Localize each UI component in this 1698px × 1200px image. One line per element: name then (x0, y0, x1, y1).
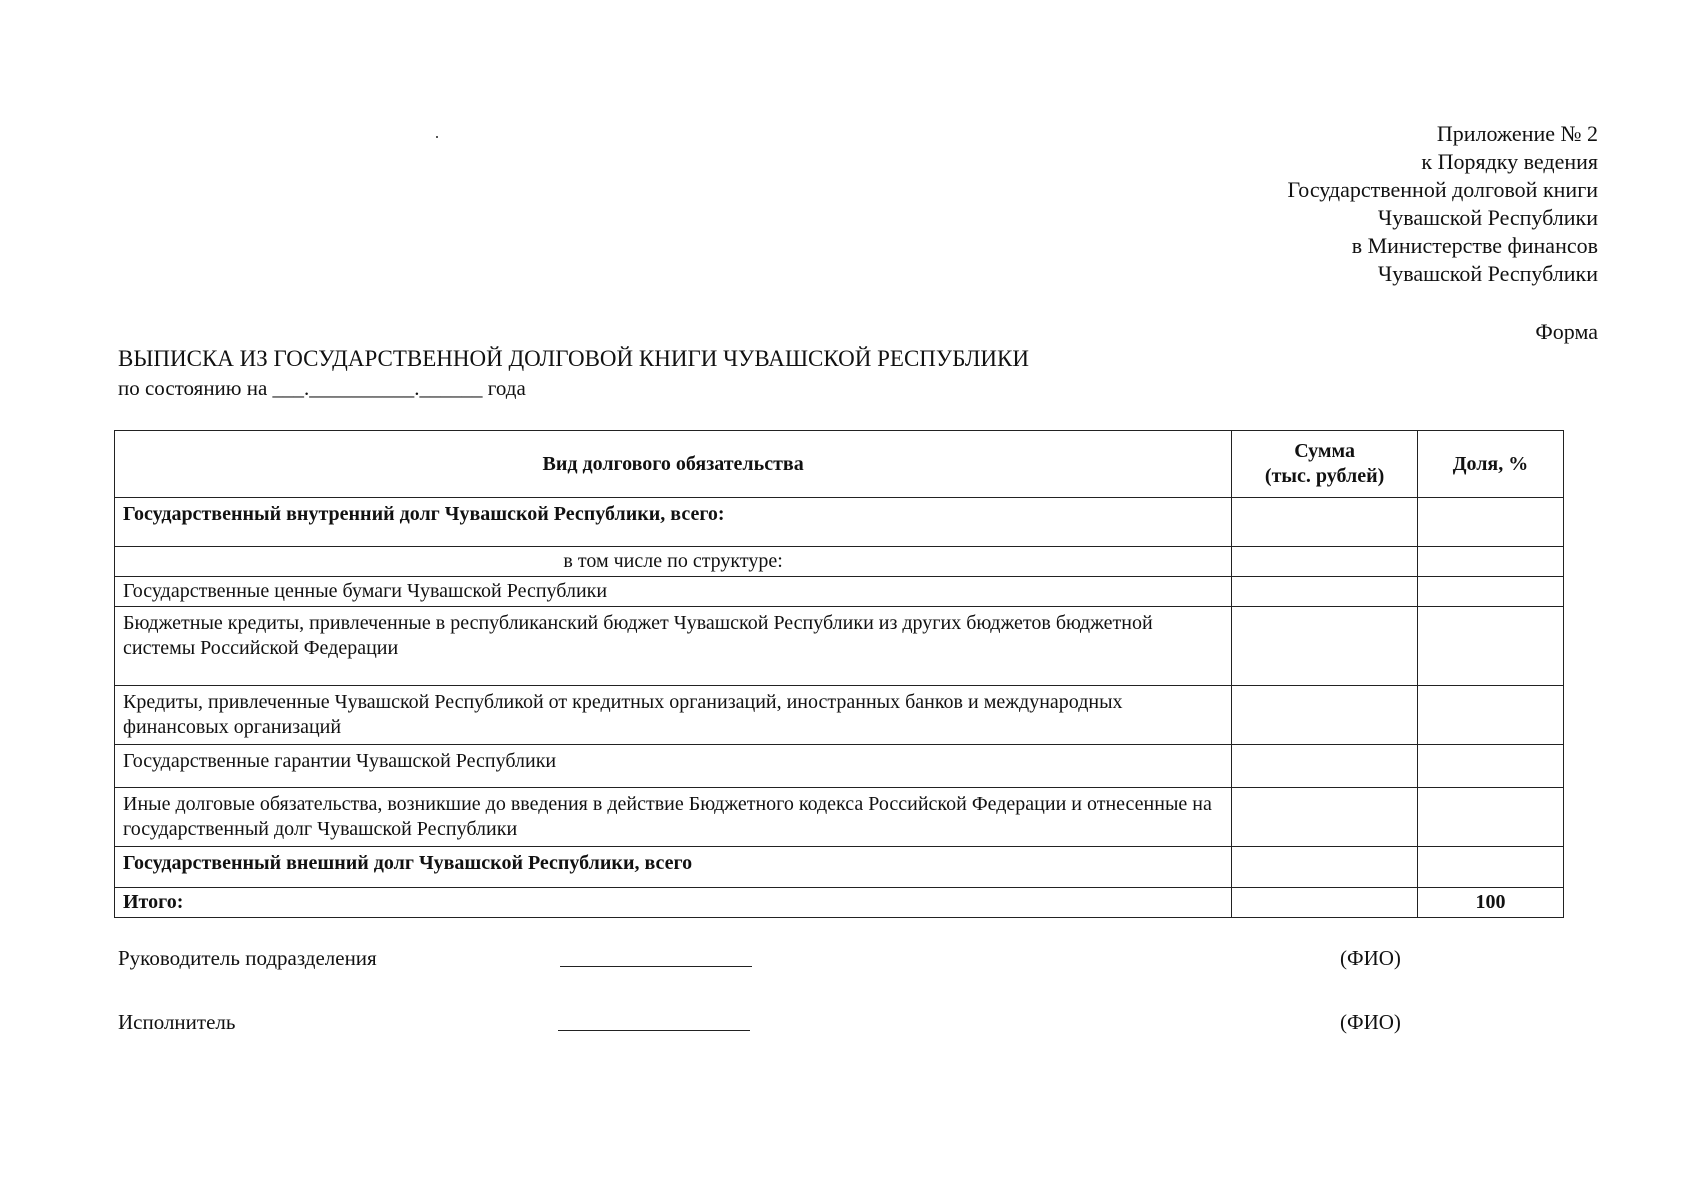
signature-fio: (ФИО) (1340, 946, 1401, 970)
signature-fio: (ФИО) (1340, 1010, 1401, 1034)
row-sum (1232, 547, 1418, 577)
row-label: Иные долговые обязательства, возникшие до введения в действие Бюджетного кодекса Российской Федерации и отнесенные на государственный долг Чувашской Республики (115, 788, 1232, 847)
signature-role: Руководитель подразделения (118, 946, 377, 970)
table-row (115, 686, 1564, 745)
document-date-line: по состоянию на ___.__________.______ года (118, 376, 526, 400)
table-header-row (115, 431, 1564, 498)
appendix-line: Чувашской Республики (1377, 261, 1598, 286)
row-sum (1232, 847, 1418, 888)
row-share (1417, 577, 1563, 607)
row-label: Государственный внутренний долг Чувашской Республики, всего: (115, 498, 1232, 547)
header-debt-type: Вид долгового обязательства (115, 431, 1232, 498)
row-sum (1232, 888, 1418, 918)
appendix-line: к Порядку ведения (1421, 149, 1598, 174)
table-row (115, 498, 1564, 547)
row-sum (1232, 607, 1418, 686)
header-share: Доля, % (1417, 431, 1563, 498)
header-sum-line1: Сумма (1294, 440, 1355, 462)
row-sum (1232, 788, 1418, 847)
form-label: Форма (1535, 319, 1598, 344)
row-share (1417, 745, 1563, 788)
row-label: Итого: (115, 888, 1232, 918)
table-row (115, 547, 1564, 577)
signature-line (558, 1030, 750, 1031)
debt-table (114, 430, 1564, 918)
row-share (1417, 847, 1563, 888)
row-label: Государственный внешний долг Чувашской Республики, всего (115, 847, 1232, 888)
header-sum (1232, 431, 1418, 498)
header-sum-line2: (тыс. рублей) (1264, 465, 1385, 487)
row-share (1417, 607, 1563, 686)
appendix-line: Приложение № 2 (1436, 121, 1598, 146)
appendix-block (1287, 120, 1598, 288)
signature-role: Исполнитель (118, 1010, 236, 1034)
row-label: Государственные гарантии Чувашской Республики (115, 745, 1232, 788)
scan-speck (436, 136, 438, 138)
table-row (115, 847, 1564, 888)
appendix-line: Чувашской Республики (1377, 205, 1598, 230)
signature-line (560, 966, 752, 967)
table-row (115, 745, 1564, 788)
row-sum (1232, 745, 1418, 788)
row-label: Кредиты, привлеченные Чувашской Республикой от кредитных организаций, иностранных банков и международных финансовых организаций (115, 686, 1232, 745)
appendix-line: в Министерстве финансов (1351, 233, 1598, 258)
row-share (1417, 686, 1563, 745)
row-label: Государственные ценные бумаги Чувашской Республики (115, 577, 1232, 607)
appendix-line: Государственной долговой книги (1287, 177, 1598, 202)
table-row-total (115, 888, 1564, 918)
row-label: Бюджетные кредиты, привлеченные в республиканский бюджет Чувашской Республики из других бюджетов бюджетной системы Российской Федерации (115, 607, 1232, 686)
row-share (1417, 498, 1563, 547)
row-label: в том числе по структуре: (115, 547, 1232, 577)
table-row (115, 607, 1564, 686)
row-share (1417, 547, 1563, 577)
row-sum (1232, 577, 1418, 607)
table-row (115, 577, 1564, 607)
row-share: 100 (1417, 888, 1563, 918)
document-title: ВЫПИСКА ИЗ ГОСУДАРСТВЕННОЙ ДОЛГОВОЙ КНИГИ ЧУВАШСКОЙ РЕСПУБЛИКИ (118, 346, 1029, 371)
row-sum (1232, 686, 1418, 745)
table-row (115, 788, 1564, 847)
row-sum (1232, 498, 1418, 547)
row-share (1417, 788, 1563, 847)
